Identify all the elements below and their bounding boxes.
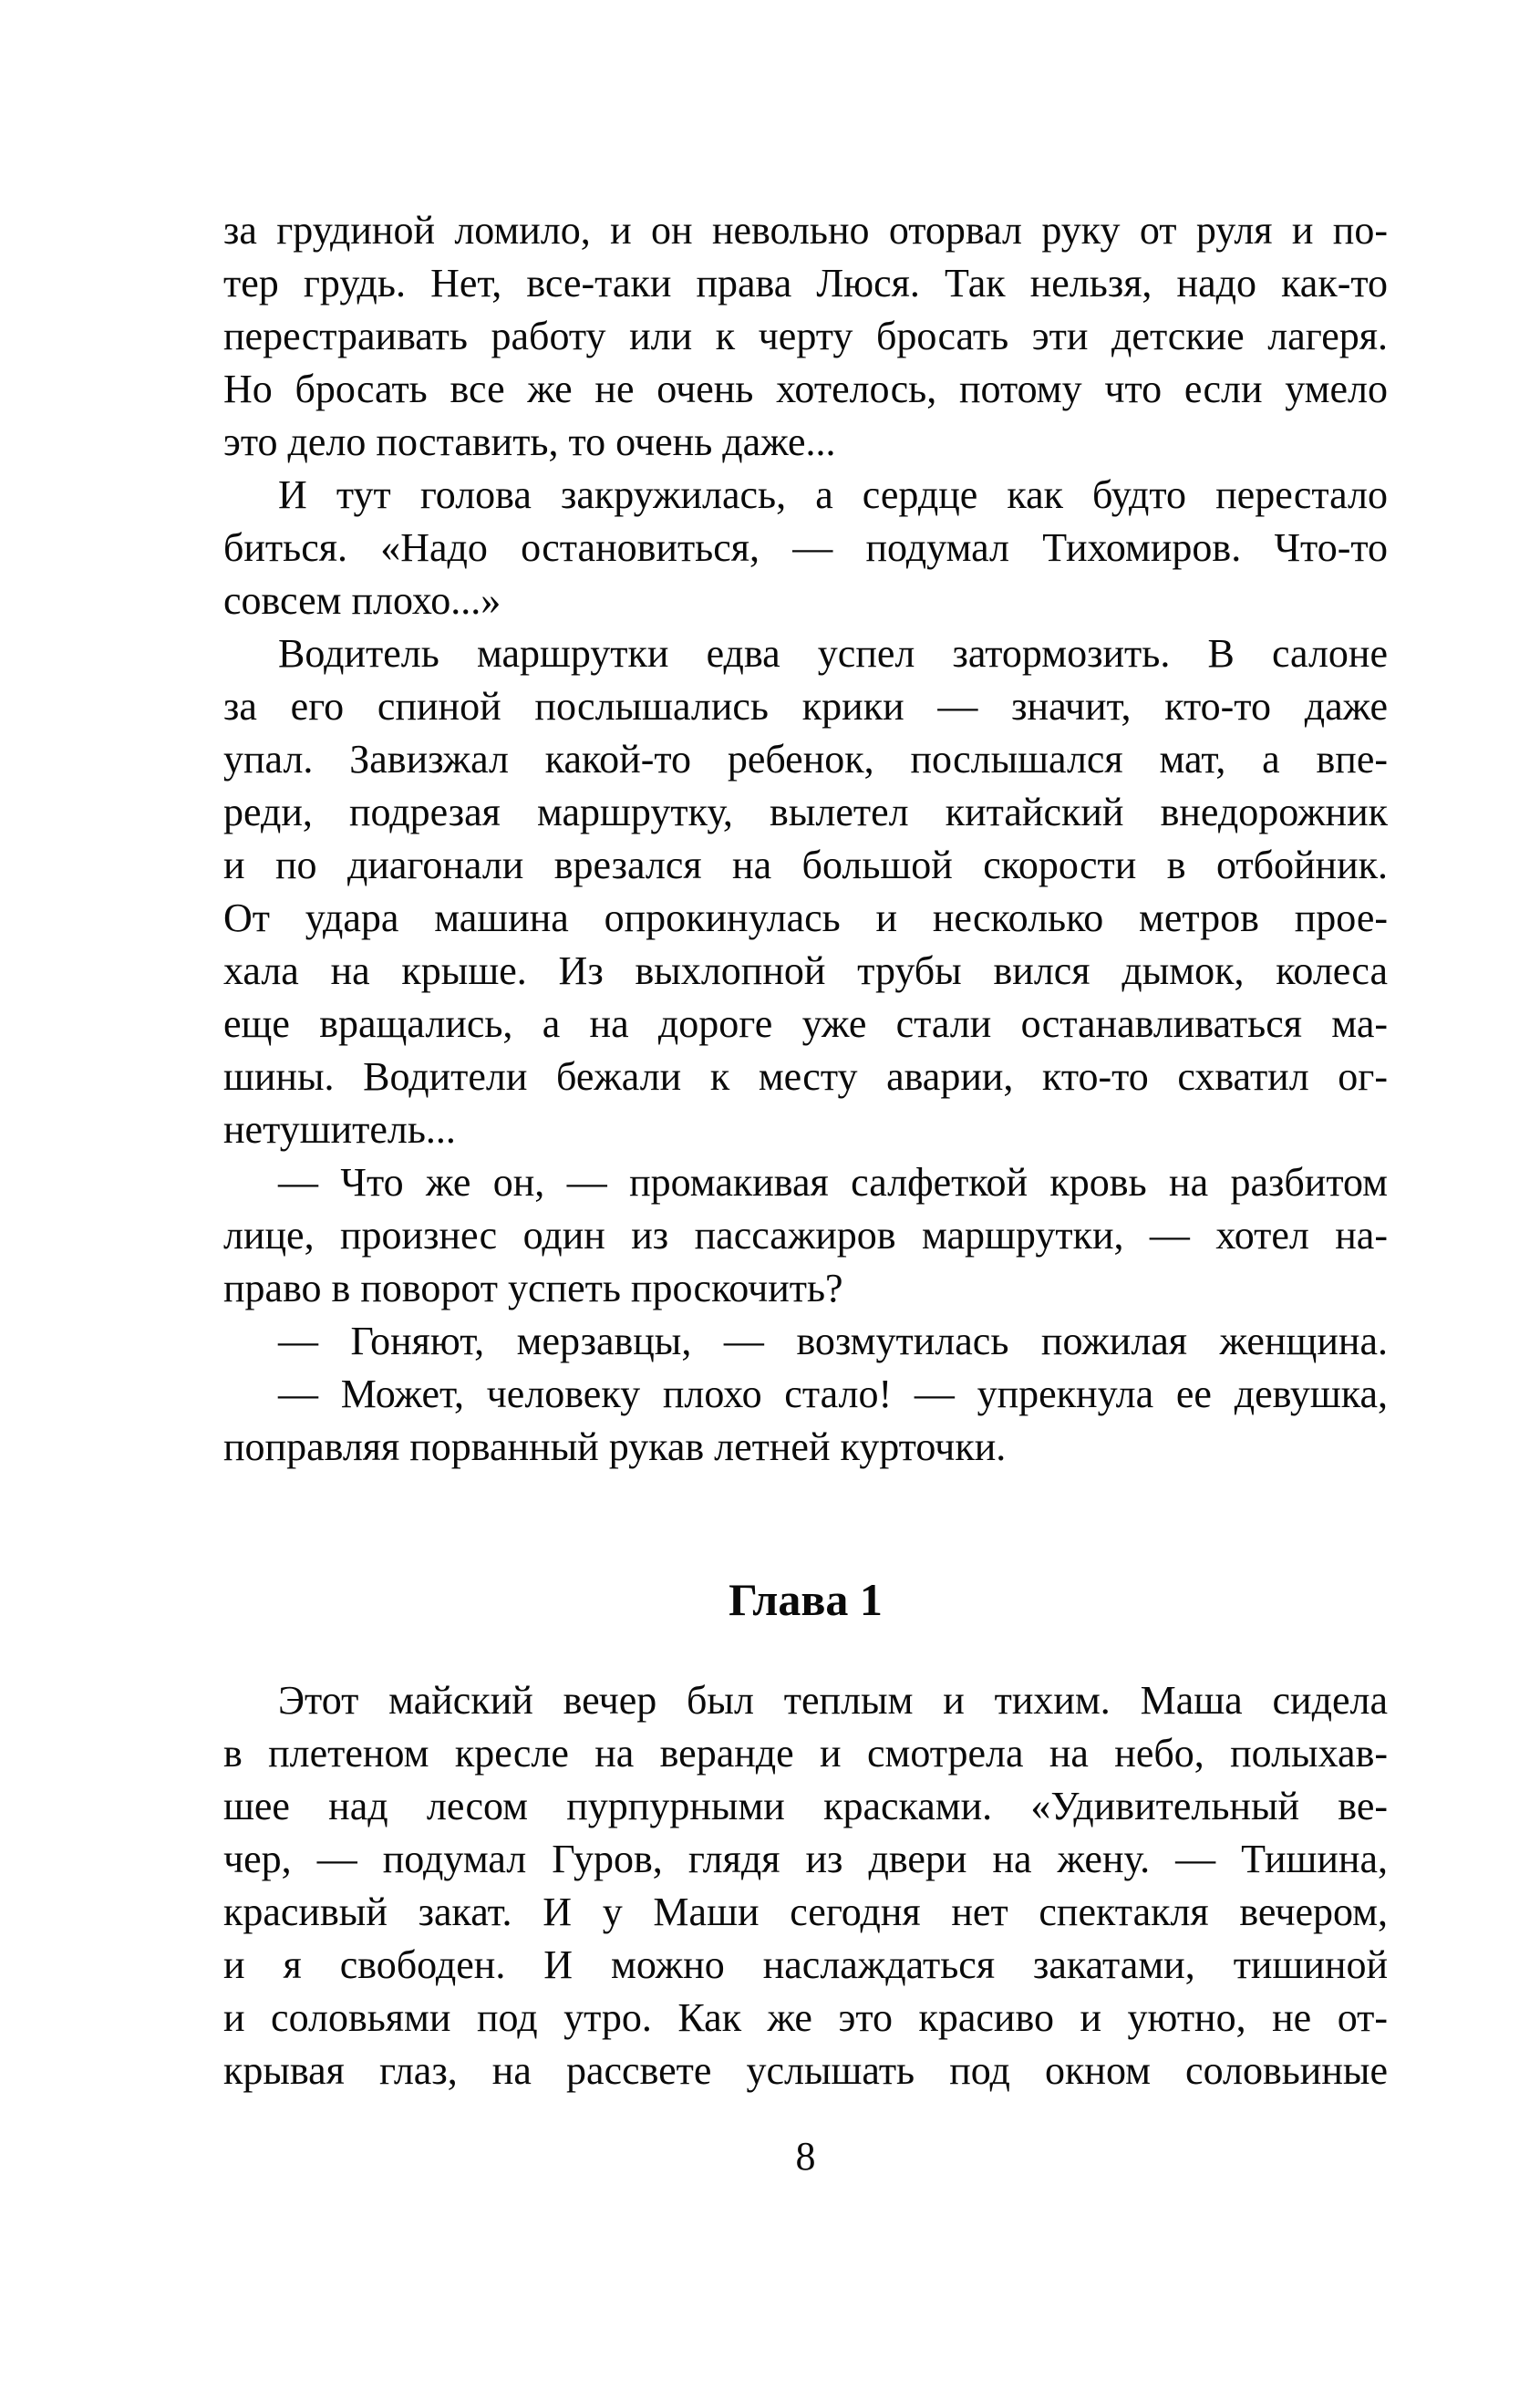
text-line: нетушитель... xyxy=(223,1107,456,1152)
text-line: чер, — подумал Гуров, глядя из двери на жену. — Тишина, xyxy=(223,1837,1388,1881)
text-line: и по диагонали врезался на большой скорости в отбойник. xyxy=(223,843,1388,887)
text-line: хала на крыше. Из выхлопной трубы вился дымок, колеса xyxy=(223,948,1388,993)
text-line: красивый закат. И у Маши сегодня нет спектакля вечером, xyxy=(223,1890,1388,1934)
chapter-heading: Глава 1 xyxy=(729,1574,883,1625)
text-line: поправляя порванный рукав летней курточки. xyxy=(223,1424,1007,1469)
text-line: за его спиной послышались крики — значит, кто-то даже xyxy=(223,684,1388,729)
text-line: И тут голова закружилась, а сердце как будто перестало xyxy=(278,472,1388,517)
text-line: в плетеном кресле на веранде и смотрела на небо, полыхав- xyxy=(223,1731,1388,1776)
text-line: шее над лесом пурпурными красками. «Удивительный ве- xyxy=(223,1784,1388,1828)
text-line: и соловьями под утро. Как же это красиво и уютно, не от- xyxy=(223,1995,1388,2040)
text-line: От удара машина опрокинулась и несколько метров прое- xyxy=(223,896,1388,940)
text-line: — Может, человеку плохо стало! — упрекнула ее девушка, xyxy=(278,1372,1388,1416)
text-line: право в поворот успеть проскочить? xyxy=(223,1266,843,1310)
chapter-body xyxy=(223,1674,1388,2097)
text-line: биться. «Надо остановиться, — подумал Тихомиров. Что-то xyxy=(223,525,1388,570)
text-line: — Гоняют, мерзавцы, — возмутилась пожилая женщина. xyxy=(278,1319,1388,1363)
text-line: Этот майский вечер был теплым и тихим. Маша сидела xyxy=(278,1678,1388,1723)
text-line: лице, произнес один из пассажиров маршрутки, — хотел на- xyxy=(223,1213,1388,1258)
text-line: реди, подрезая маршрутку, вылетел китайский внедорожник xyxy=(223,790,1388,834)
text-line: упал. Завизжал какой-то ребенок, послышался мат, а впе- xyxy=(223,737,1388,782)
text-line: Водитель маршрутки едва успел затормозить. В салоне xyxy=(278,631,1388,676)
text-line: за грудиной ломило, и он невольно оторвал руку от руля и по- xyxy=(223,208,1388,253)
text-line: шины. Водители бежали к месту аварии, кто-то схватил ог- xyxy=(223,1054,1388,1099)
text-line: еще вращались, а на дороге уже стали останавливаться ма- xyxy=(223,1001,1388,1046)
text-line: — Что же он, — промакивая салфеткой кровь на разбитом xyxy=(278,1160,1388,1205)
page-number: 8 xyxy=(795,2134,816,2179)
page-text xyxy=(223,204,1388,2097)
text-line: и я свободен. И можно наслаждаться закатами, тишиной xyxy=(223,1942,1388,1987)
text-line: совсем плохо...» xyxy=(223,578,501,623)
text-line: Но бросать все же не очень хотелось, потому что если умело xyxy=(223,367,1388,411)
text-line: перестраивать работу или к черту бросать эти детские лагеря. xyxy=(223,314,1388,358)
text-line: крывая глаз, на рассвете услышать под окном соловьиные xyxy=(223,2048,1388,2093)
text-line: это дело поставить, то очень даже... xyxy=(223,419,836,464)
text-line: тер грудь. Нет, все-таки права Люся. Так нельзя, надо как-то xyxy=(223,261,1388,305)
